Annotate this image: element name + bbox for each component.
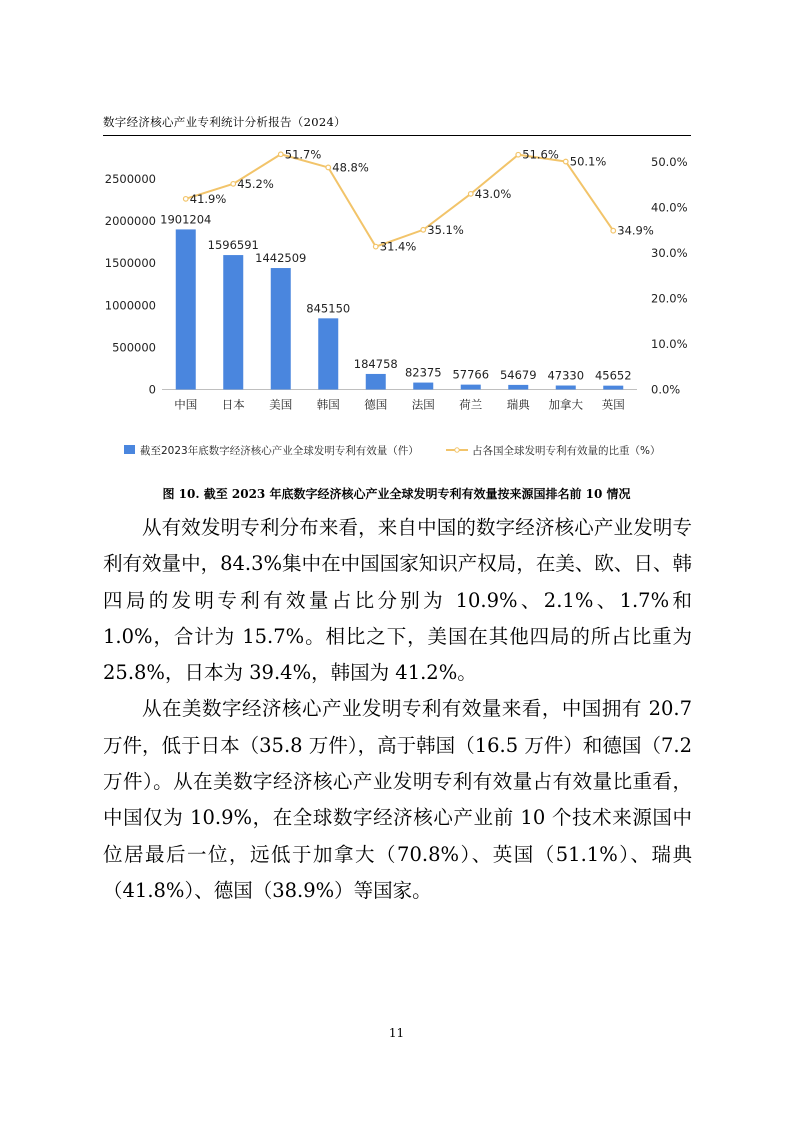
category-label: 中国: [174, 397, 198, 412]
line-point: [231, 182, 236, 187]
right-tick-label: 0.0%: [651, 382, 681, 397]
line-value-label: 34.9%: [617, 223, 654, 238]
left-tick-label: 1000000: [104, 298, 156, 313]
bar: [603, 386, 623, 390]
category-label: 法国: [411, 397, 435, 412]
bar-value-label: 57766: [452, 367, 490, 382]
line-value-label: 50.1%: [569, 154, 607, 169]
paragraph-2: 从在美数字经济核心产业发明专利有效量来看，中国拥有 20.7 万件，低于日本（35.8 万件），高于韩国（16.5 万件）和德国（7.2 万件）。从在美数字经济核心产业发明专利有效量占有效量比重看，中国仅为 10.9%，在全球数字经济核心产业前 10 个技术来源国中位居最后一位，远低于加拿大（70.8%）、英国（51.1%）、瑞典（41.8%）、德国（38.9%）等国家。: [103, 697, 692, 902]
line-value-label: 51.7%: [284, 147, 322, 162]
chart-legend: [124, 444, 660, 457]
category-label: 美国: [269, 397, 293, 412]
left-tick-label: 0: [148, 382, 156, 397]
bar-value-label: 47330: [547, 368, 585, 383]
line-point: [563, 159, 568, 164]
page-number: 11: [388, 1026, 405, 1040]
category-label: 荷兰: [459, 397, 483, 412]
right-tick-label: 50.0%: [651, 155, 688, 169]
bar-value-label: 184758: [353, 356, 398, 371]
left-tick-label: 1500000: [104, 256, 156, 271]
line-point: [326, 165, 331, 170]
right-tick-label: 40.0%: [651, 200, 688, 215]
figure-caption: 图 10. 截至 2023 年底数字经济核心产业全球发明专利有效量按来源国排名前 10 情况: [162, 487, 631, 501]
legend-bar-label: 截至2023年底数字经济核心产业全球发明专利有效量（件）: [140, 445, 419, 457]
chart-line: [183, 152, 615, 249]
bar: [366, 374, 386, 390]
line-point: [516, 152, 521, 157]
left-tick-label: 500000: [112, 340, 156, 355]
line-point: [373, 244, 378, 249]
line-point: [468, 192, 473, 197]
line-value-label: 35.1%: [427, 222, 464, 237]
bar: [223, 255, 243, 389]
line-value-label: 31.4%: [379, 239, 417, 254]
category-label: 瑞典: [506, 397, 530, 412]
line-point: [421, 227, 426, 232]
legend-line-marker: [455, 448, 459, 452]
line-value-label: 43.0%: [474, 186, 512, 201]
header-rule: [103, 135, 691, 136]
bar-value-label: 45652: [594, 368, 632, 383]
line-value-label: 45.2%: [237, 176, 274, 191]
line-value-label: 51.6%: [522, 147, 559, 162]
running-header: 数字经济核心产业专利统计分析报告（2024）: [103, 115, 346, 129]
bar: [318, 318, 338, 389]
series-line: [186, 154, 614, 246]
bar: [176, 229, 196, 389]
right-tick-label: 30.0%: [651, 246, 688, 260]
left-tick-label: 2000000: [104, 214, 156, 229]
line-point: [183, 197, 188, 202]
category-label: 英国: [601, 397, 625, 412]
bar-value-label: 845150: [306, 301, 351, 316]
bar: [413, 383, 433, 390]
category-label: 日本: [221, 397, 245, 412]
bar: [508, 385, 528, 390]
bar-value-label: 82375: [404, 365, 442, 380]
bar: [271, 268, 291, 389]
category-label: 德国: [364, 397, 388, 412]
line-value-label: 48.8%: [332, 160, 369, 175]
category-label: 加拿大: [548, 397, 583, 412]
bar-value-label: 1901204: [160, 212, 212, 227]
bar-value-label: 54679: [499, 367, 537, 382]
line-point: [611, 228, 616, 233]
body-text: [103, 510, 692, 909]
bar-value-label: 1596591: [207, 238, 259, 253]
right-tick-label: 20.0%: [651, 291, 688, 306]
bar: [556, 386, 576, 390]
line-value-label: 41.9%: [189, 191, 227, 206]
patent-chart: [0, 140, 793, 475]
category-label: 韩国: [316, 397, 340, 412]
bar-value-label: 1442509: [255, 251, 307, 266]
legend-bar-swatch: [124, 445, 135, 454]
right-tick-label: 10.0%: [651, 337, 688, 351]
left-tick-label: 2500000: [104, 172, 156, 186]
legend-line-label: 占各国全球发明专利有效量的比重（%）: [472, 445, 661, 457]
bar: [461, 385, 481, 390]
line-point: [278, 152, 283, 157]
paragraph-1: 从有效发明专利分布来看，来自中国的数字经济核心产业发明专利有效量中，84.3%集中在中国国家知识产权局，在美、欧、日、韩四局的发明专利有效量占比分别为 10.9%、2.1%、1.7%和 1.0%，合计为 15.7%。相比之下，美国在其他四局的所占比重为 25.8%，日本为 39.4%，韩国为 41.2%。: [103, 516, 692, 685]
